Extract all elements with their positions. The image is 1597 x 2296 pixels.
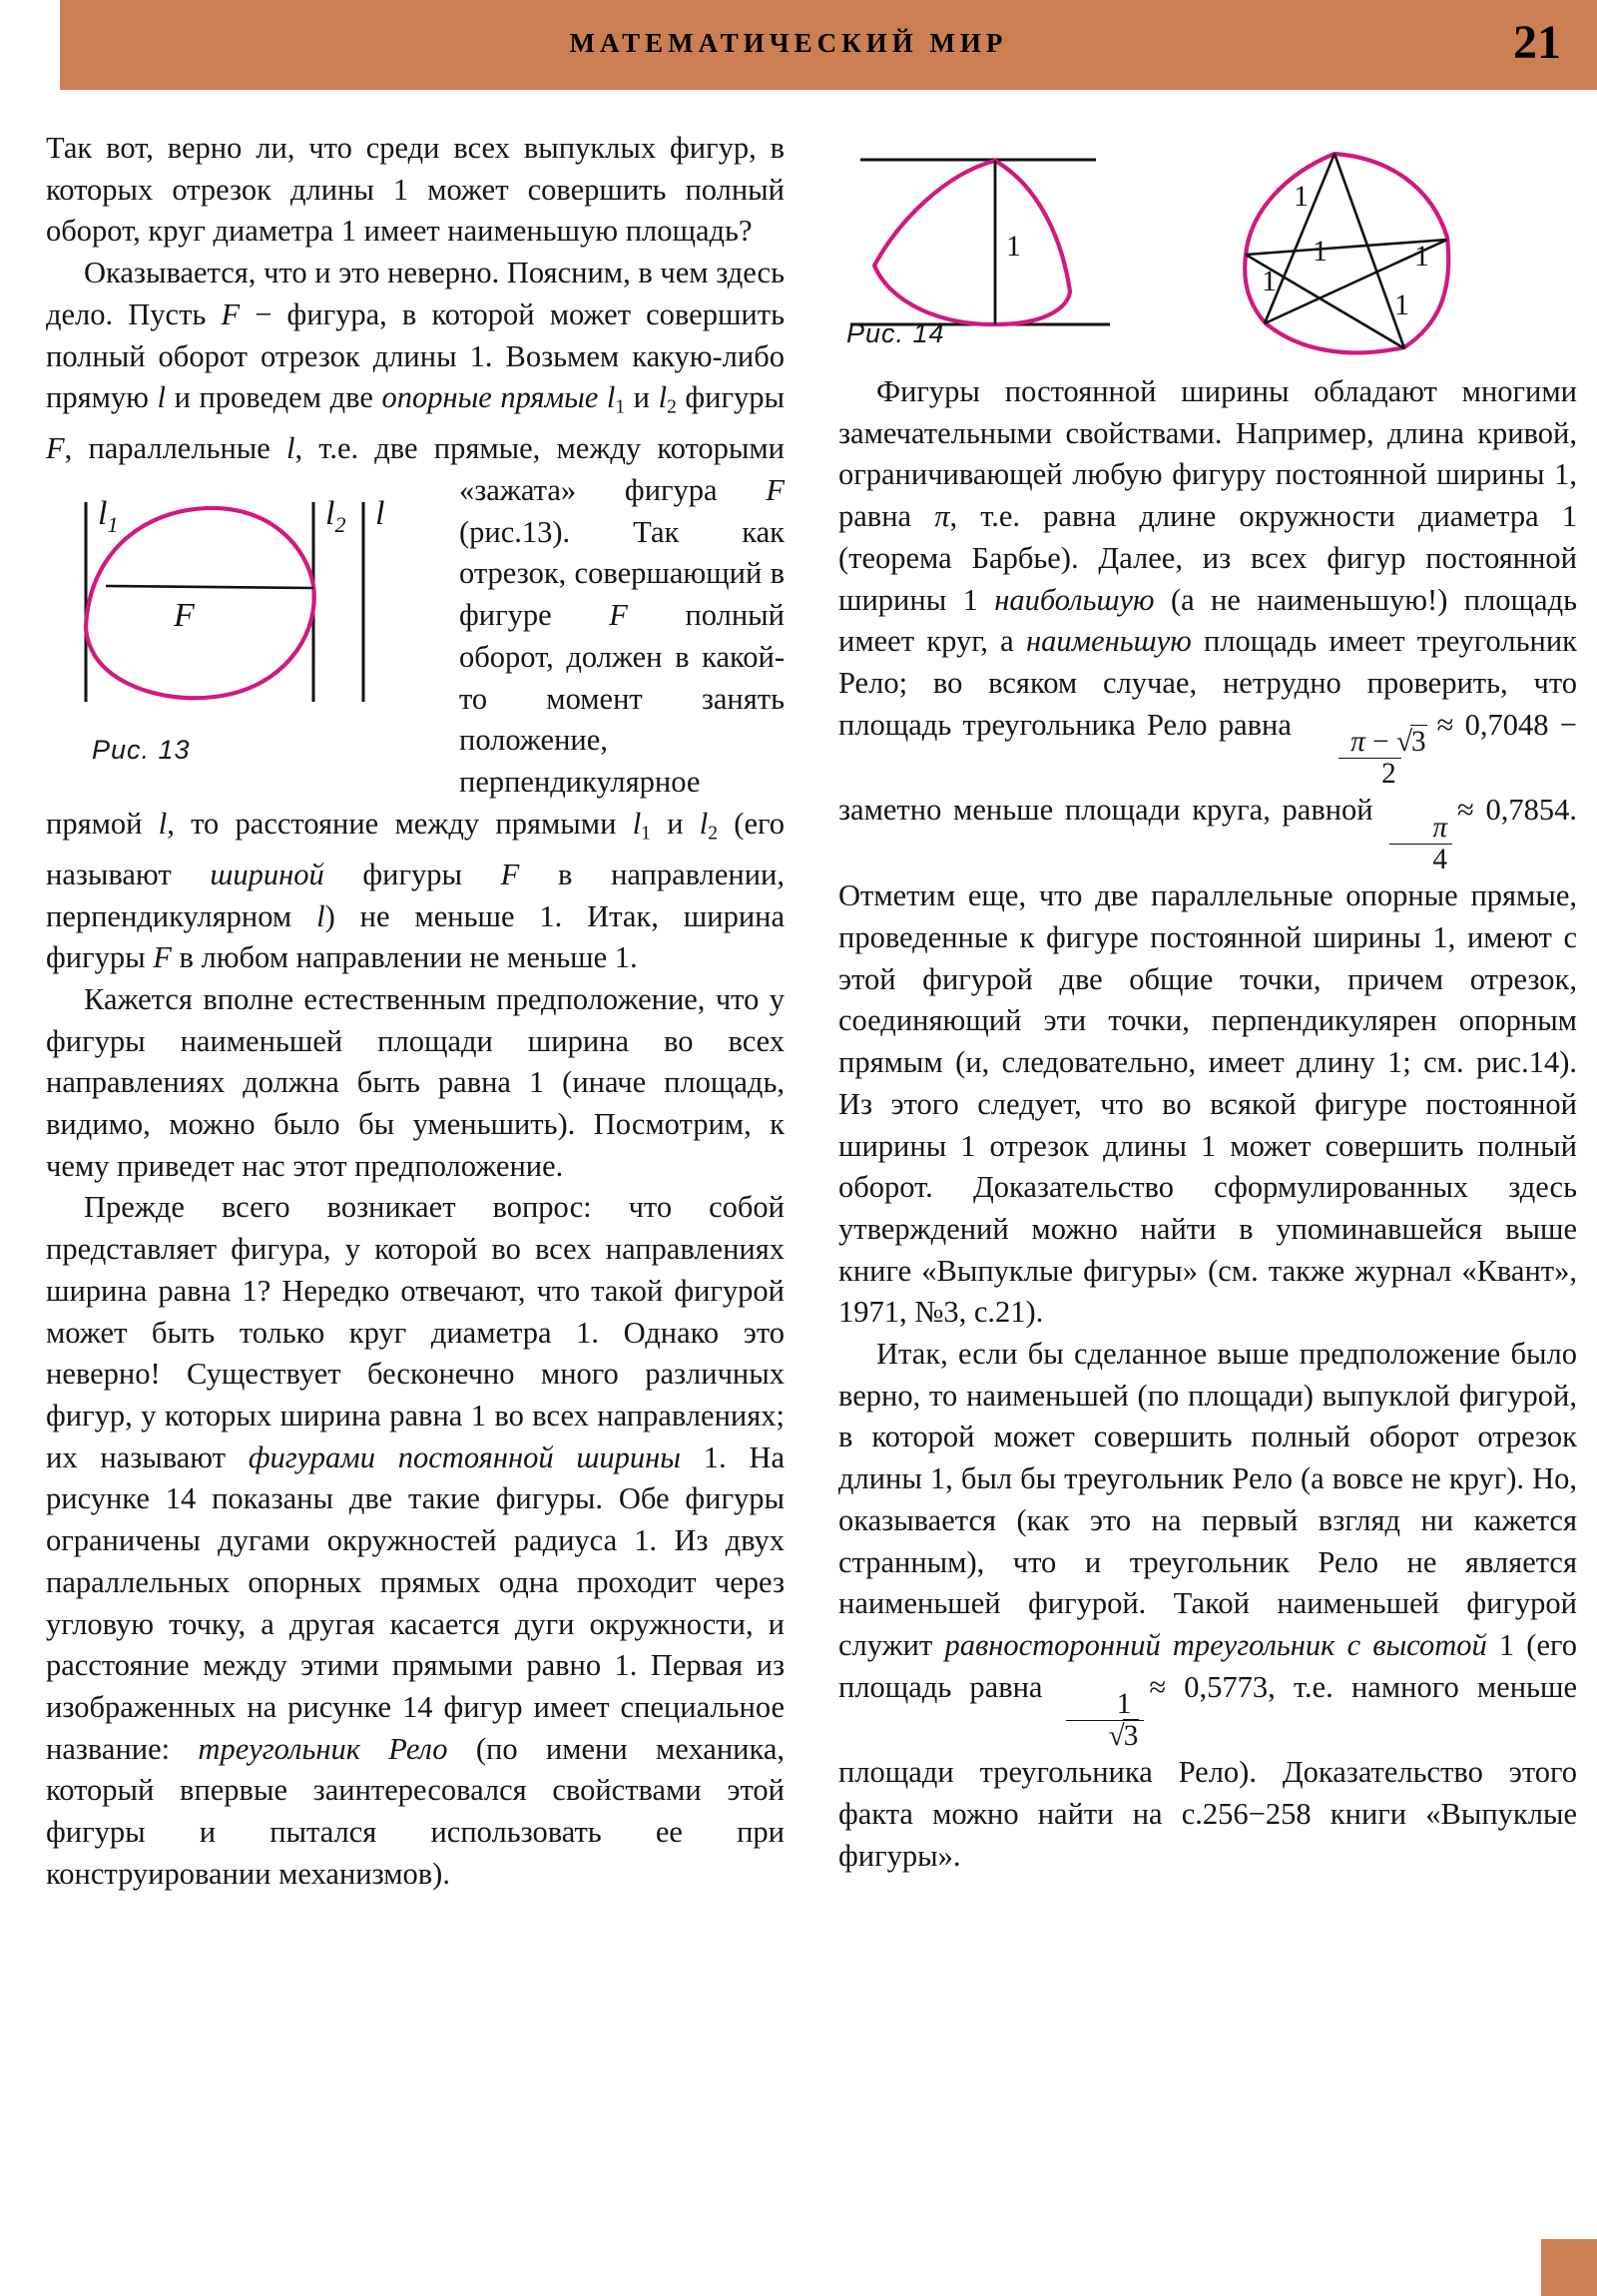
reuleaux-triangle-outline	[874, 161, 1070, 324]
formula-1-pi: π	[1350, 726, 1365, 759]
paragraph-1-text: Так вот, верно ли, что среди всех выпуклых фигур, в которых отрезок длины 1 может совершить полный оборот, круг диаметра 1 имеет наименьшую площадь?	[46, 131, 785, 249]
math-l2: l	[658, 380, 668, 415]
label-l2: $l_2$	[325, 495, 346, 538]
p2-part-o: в направлении, перпендикулярном	[46, 857, 785, 933]
math-l2-b: l	[699, 806, 709, 841]
math-F-3: F	[766, 473, 785, 508]
math-F-2: F	[46, 431, 65, 466]
figure-14-drawing	[838, 128, 1577, 367]
math-l2-b-subscript: 2	[708, 823, 719, 845]
header-band	[60, 0, 1597, 90]
paragraph-1	[46, 128, 785, 253]
math-l-2: l	[286, 431, 295, 466]
formula-1-radicand: 3	[1411, 726, 1426, 759]
p2-part-e: и	[625, 380, 659, 415]
figure-13-caption: Рис. 13	[92, 735, 191, 766]
math-l-4: l	[316, 898, 325, 933]
rp2-part-b: 1 (его площадь равна	[838, 1627, 1577, 1704]
p2-part-a: Оказывается, что и это неверно. Поясним, в чем здесь дело. Пусть	[46, 256, 785, 331]
formula-3-value: ≈ 0,5773	[1149, 1669, 1269, 1704]
right-column	[838, 128, 1577, 1878]
label-l1: $l_1$	[98, 495, 119, 538]
page-title: МАТЕМАТИЧЕСКИЙ МИР	[569, 27, 1008, 58]
formula-3-sqrt-sign: √	[1108, 1720, 1125, 1753]
rp2-part-a: Итак, если бы сделанное выше предположение было верно, то наименьшей (по площади) выпуклой фигурой, в которой может совершить полный оборот отрезок длины 1, был бы треугольник Рело (а вовсе не круг). Но, оказывается (как это на первый взгляд ни кажется странным), что и треугольник Рело не является наименьшей фигурой. Такой наименьшей фигурой служит	[838, 1337, 1577, 1662]
label-l: l	[375, 495, 385, 533]
p2-part-f: фигуры	[676, 380, 786, 415]
left-column	[46, 128, 785, 1895]
rp1-part-e: − заметно меньше площади круга, равной	[838, 707, 1578, 828]
emphasis-treugolnik-relo: треугольник Рело	[198, 1731, 448, 1766]
p2-part-q: в любом направлении не меньше 1.	[171, 940, 638, 975]
formula-3-numerator: 1	[1116, 1688, 1132, 1721]
p4-part-b: 1. На рисунке 14 показаны две такие фигуры. Обе фигуры ограничены дугами окружностей радиуса 1. Из двух параллельных опорных прямых одна проходит через угловую точку, а другая касается дуги окружности, и расстояние между этими прямыми равно 1. Первая из изображенных на рисунке 14 фигур имеет специальное название:	[46, 1439, 785, 1766]
p2-space-1	[598, 380, 607, 414]
chord-segment	[106, 586, 313, 588]
p2-part-c: и проведем две	[166, 380, 382, 415]
p2-part-m: (его называют	[46, 806, 785, 891]
rp1-part-a: Фигуры постоянной ширины обладают многими замечательными свойствами. Например, длина кривой, ограничивающей любую фигуру постоянной ширины 1, равна	[838, 374, 1577, 534]
math-l2-subscript: 2	[667, 396, 677, 418]
math-l1: l	[606, 380, 616, 415]
math-F-4: F	[609, 598, 628, 633]
emphasis-figurami-postoyannoy-shiriny: фигурами постоянной ширины	[248, 1439, 681, 1474]
formula-1-value: ≈ 0,7048	[1436, 707, 1549, 742]
emphasis-shirinoy: шириной	[210, 857, 324, 891]
formula-1-sqrt-sign: √	[1395, 726, 1413, 759]
p2-part-p: ) не меньше 1. Итак, ширина фигуры	[46, 898, 785, 975]
figure-13	[46, 474, 445, 774]
pentagon-label-5: 1	[1394, 288, 1409, 321]
pentagon-label-4: 1	[1414, 240, 1429, 273]
p4-part-a: Прежде всего возникает вопрос: что собой представляет фигура, у которой во всех направлениях ширина равна 1? Нередко отвечают, что такой фигурой может быть только круг диаметра 1. Однако это неверно! Существует бесконечно много различных фигур, у которых ширина равна 1 во всех направлениях; их называют	[46, 1190, 785, 1474]
math-F-5: F	[500, 857, 520, 891]
rp1-part-d: площадь имеет треугольник Рело; во всяком случае, нетрудно проверить, что площадь треугольника Рело равна	[838, 624, 1577, 742]
paragraph-3	[46, 979, 785, 1188]
paragraph-2	[46, 253, 785, 979]
rp1-part-c: (а не наименьшую!) площадь имеет круг, а	[838, 582, 1577, 659]
formula-triangle-area	[1066, 1689, 1145, 1752]
figure-13-drawing	[46, 474, 445, 774]
p2-part-k: , то расстояние между прямыми	[167, 806, 633, 841]
math-l: l	[157, 380, 166, 415]
formula-2-numerator: π	[1432, 812, 1448, 845]
p2-part-g: , параллельные	[64, 431, 286, 466]
formula-1-minus: −	[1372, 726, 1389, 759]
pentagon-label-1: 1	[1294, 180, 1309, 213]
figure-F-outline	[86, 508, 314, 698]
rp1-part-b: , т.е. равна длине окружности диаметра 1 (теорема Барбье). Далее, из всех фигур постоянной ширины 1	[838, 499, 1577, 617]
formula-reuleaux-area	[1308, 727, 1432, 790]
emphasis-naibolshuyu: наибольшую	[994, 582, 1155, 617]
rp1-part-f: . Отметим еще, что две параллельные опорные прямые, проведенные к фигуре постоянной ширины 1, имеют с этой фигурой две общие точки, причем отрезок, соединяющий эти точки, перпендикулярен опорным прямым (и, следовательно, имеет длину 1; см. рис.14). Из этого следует, что во всякой фигуре постоянной ширины 1 отрезок длины 1 может совершить полный оборот. Доказательство сформулированных здесь утверждений можно найти в упоминавшейся выше книге «Выпуклые фигуры» (см. также журнал «Квант», 1971, №3, с.21).	[838, 793, 1577, 1330]
right-paragraph-2	[838, 1334, 1577, 1878]
math-l-3: l	[158, 806, 168, 841]
p2-part-i: (рис.13). Так как отрезок, совершающий в фигуре	[459, 514, 785, 633]
p4-part-c: (по имени механика, который впервые заинтересовался свойствами этой фигуры и пытался использовать ее при конструировании механизмов).	[46, 1731, 785, 1891]
formula-1-denominator: 2	[1338, 758, 1401, 790]
label-F: F	[174, 597, 195, 635]
math-F: F	[221, 296, 241, 331]
math-l1-b: l	[632, 806, 642, 841]
math-l1-subscript: 1	[615, 396, 626, 418]
formula-3-radicand: 3	[1123, 1720, 1139, 1753]
p2-part-n: фигуры	[323, 857, 501, 891]
figure-14	[838, 128, 1577, 367]
right-paragraph-1	[838, 371, 1577, 1334]
paragraph-3-text: Кажется вполне естественным предположение, что у фигуры наименьшей площади ширина во всех направлениях должна быть равна 1 (иначе площадь, видимо, можно было бы уменьшить). Посмотрим, к чему приведет нас этот предположение.	[46, 981, 785, 1183]
p2-part-b: − фигура, в которой может совершить полный оборот отрезок длины 1. Возьмем какую-либо прямую	[46, 296, 785, 415]
p2-part-h: , т.е. две прямые, между которыми «зажата» фигура	[294, 431, 785, 508]
formula-2-denominator: 4	[1389, 844, 1452, 875]
figure-14-caption: Рис. 14	[846, 318, 945, 348]
pentagon-label-3: 1	[1262, 265, 1277, 297]
p2-part-j: полный оборот, должен в какой-то момент занять положение, перпендикулярное прямой	[46, 598, 785, 841]
label-width-1: 1	[1006, 230, 1021, 263]
emphasis-opornye-pryamye: опорные прямые	[381, 380, 599, 415]
emphasis-naimenshuyu: наименьшую	[1026, 624, 1192, 659]
math-F-6: F	[153, 940, 172, 975]
corner-mark	[1541, 2239, 1597, 2296]
formula-circle-area	[1389, 813, 1452, 875]
paragraph-4	[46, 1187, 785, 1895]
math-pi: π	[934, 499, 950, 534]
formula-2-value: ≈ 0,7854	[1457, 793, 1570, 828]
math-l1-b-subscript: 1	[641, 823, 651, 845]
pentagon-label-2: 1	[1313, 235, 1328, 268]
page-number: 21	[1513, 15, 1561, 69]
emphasis-ravnostoronniy-treugolnik: равносторонний треугольник с высотой	[944, 1627, 1487, 1662]
p2-part-l: и	[650, 806, 700, 841]
rp2-part-c: , т.е. намного меньше площади треугольника Рело). Доказательство этого факта можно найти на с.256−258 книги «Выпуклые фигуры».	[838, 1669, 1577, 1873]
